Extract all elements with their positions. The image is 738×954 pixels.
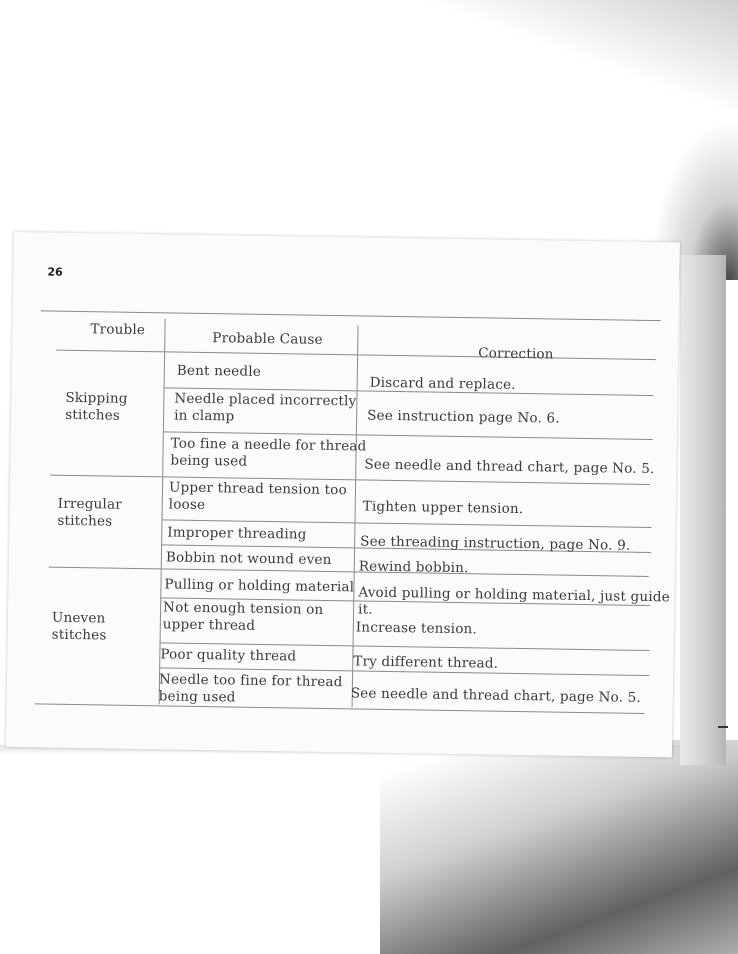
correction-cell: Rewind bobbin. (358, 558, 469, 577)
correction-cell: Try different thread. (353, 653, 499, 672)
trouble-cell: Uneven stitches (51, 609, 107, 644)
cause-cell: Improper threading (167, 524, 307, 543)
cause-cell: Not enough tension on upper thread (162, 599, 324, 634)
page-edge (680, 255, 726, 765)
cause-cell: Needle too fine for thread being used (158, 671, 343, 706)
trouble-cell: Irregular stitches (57, 495, 123, 530)
cause-cell: Bobbin not wound even (165, 549, 332, 569)
correction-cell: See needle and thread chart, page No. 5. (350, 685, 642, 706)
edge-mark (718, 726, 728, 728)
cause-cell: Too fine a needle for thread being used (170, 435, 367, 470)
correction-cell: See threading instruction, page No. 9. (360, 533, 631, 554)
table-top-rule (41, 310, 661, 321)
header-trouble: Trouble (90, 321, 146, 339)
cause-cell: Poor quality thread (160, 646, 297, 665)
correction-cell: Tighten upper tension. (362, 498, 524, 518)
cause-cell: Bent needle (176, 362, 262, 380)
scan-shadow-top (0, 0, 738, 260)
trouble-cell: Skipping stitches (65, 389, 128, 424)
cause-cell: Pulling or holding material (164, 576, 355, 596)
correction-cell: See instruction page No. 6. (367, 407, 560, 427)
correction-cell: See needle and thread chart, page No. 5. (364, 456, 655, 478)
correction-cell: Discard and replace. (369, 374, 516, 393)
correction-cell: Avoid pulling or holding material, just guide it. (357, 584, 670, 618)
manual-page (6, 232, 680, 757)
column-divider-2 (352, 325, 359, 707)
group-rule (49, 567, 649, 577)
cause-cell: Needle placed incorrectly in clamp (174, 390, 357, 425)
header-correction: Correction (478, 345, 554, 363)
header-probable-cause: Probable Cause (212, 330, 323, 348)
cause-cell: Upper thread tension too loose (168, 479, 348, 514)
correction-cell: Increase tension. (355, 619, 478, 638)
page-number: 26 (47, 265, 63, 279)
scan-shadow-bottom (380, 740, 738, 954)
